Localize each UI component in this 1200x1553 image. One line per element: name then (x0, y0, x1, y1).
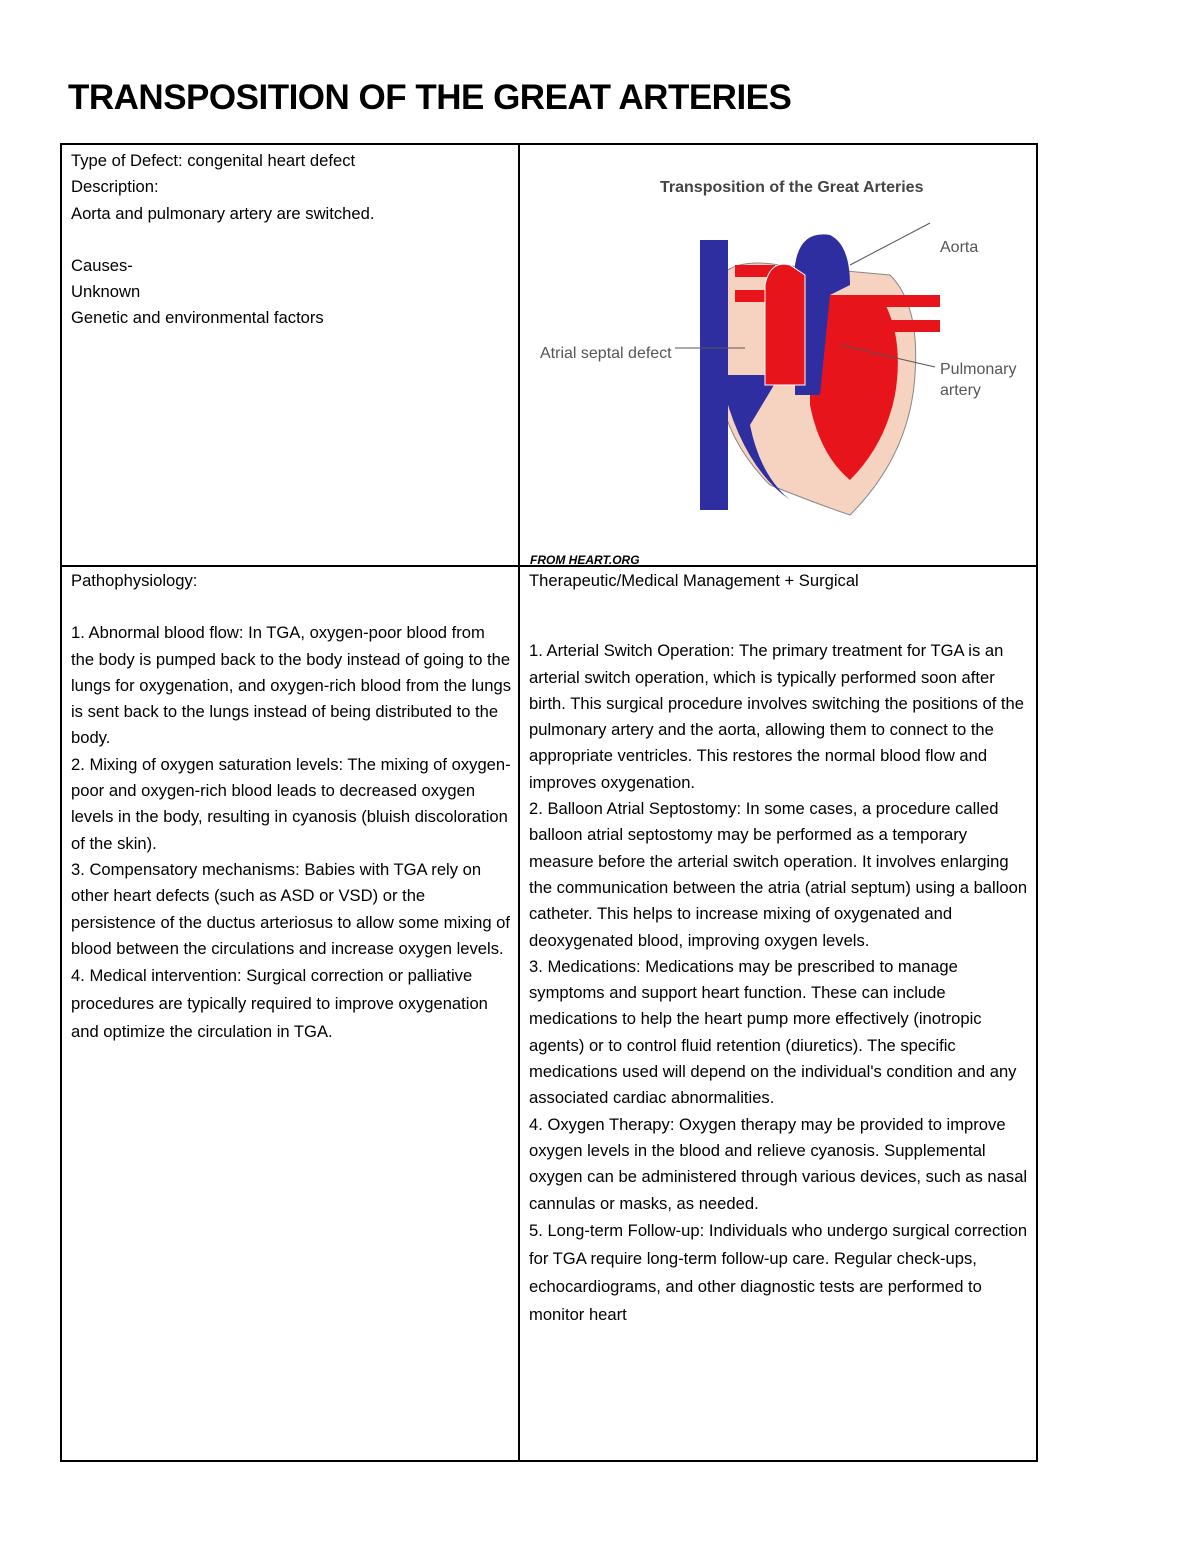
management-cell (529, 568, 1029, 1329)
pathophysiology-heading: Pathophysiology: (71, 571, 198, 590)
pathophysiology-cell (71, 568, 511, 1046)
patho-item: 2. Mixing of oxygen saturation levels: The mixing of oxygen-poor and oxygen-rich blood leads to decreased oxygen levels in the body, resulting in cyanosis (bluish discoloration of the skin). (71, 754, 511, 853)
patho-item: 3. Compensatory mechanisms: Babies with TGA rely on other heart defects (such as ASD or VSD) or the persistence of the ductus arteriosus to allow some mixing of blood between the circulations and increase oxygen levels. (71, 859, 511, 958)
description-text: Aorta and pulmonary artery are switched. (71, 203, 375, 223)
management-item: 5. Long-term Follow-up: Individuals who undergo surgical correction for TGA require long-term follow-up care. Regular check-ups, echocardiograms, and other diagnostic tests are performed to monitor heart (529, 1220, 1028, 1324)
pulmonary-artery (765, 264, 805, 385)
defect-cell (71, 148, 511, 332)
aorta-label: Aorta (940, 239, 979, 256)
description-label: Description: (71, 177, 159, 197)
patho-item: 4. Medical intervention: Surgical correction or palliative procedures are typically required to improve oxygenation and optimize the circulation in TGA. (71, 966, 488, 1042)
defect-type: Type of Defect: congenital heart defect (71, 151, 356, 170)
causes-label: Causes- (71, 255, 133, 275)
cause-item: Unknown (71, 282, 141, 302)
pulmonary-label: Pulmonary artery (940, 361, 1017, 399)
management-item: 1. Arterial Switch Operation: The primary treatment for TGA is an arterial switch operation, which is typically performed soon after birth. This surgical procedure involves switching the positions of the pulmonary artery and the aorta, allowing them to connect to the appropriate ventricles. This restores the normal blood flow and improves oxygenation. (529, 641, 1024, 792)
cause-item: Genetic and environmental factors (71, 308, 324, 328)
figure-cell (520, 145, 1038, 565)
asd-label: Atrial septal defect (540, 345, 672, 362)
info-table (60, 143, 1038, 1462)
management-item: 4. Oxygen Therapy: Oxygen therapy may be provided to improve oxygen levels in the blood and relieve cyanosis. Supplemental oxygen can be administered through various devices, such as nasal cannulas or masks, as needed. (529, 1114, 1028, 1213)
figure-credit: FROM HEART.ORG (530, 553, 640, 567)
management-item: 3. Medications: Medications may be prescribed to manage symptoms and support heart function. These can include medications to help the heart pump more effectively (inotropic agents) or to control fluid retention (diuretics). The specific medications used will depend on the individual's condition and any associated cardiac abnormalities. (529, 956, 1017, 1108)
patho-item: 1. Abnormal blood flow: In TGA, oxygen-poor blood from the body is pumped back to the body instead of going to the lungs for oxygenation, and oxygen-rich blood from the lungs is sent back to the lungs instead of being distributed to the body. (71, 623, 512, 748)
figure-title: Transposition of the Great Arteries (660, 179, 924, 196)
management-item: 2. Balloon Atrial Septostomy: In some cases, a procedure called balloon atrial septostomy may be performed as a temporary measure before the arterial switch operation. It involves enlarging the communication between the atria (atrial septum) using a balloon catheter. This helps to increase mixing of oxygenated and deoxygenated blood, improving oxygen levels. (529, 799, 1028, 950)
management-heading: Therapeutic/Medical Management + Surgical (529, 571, 859, 590)
document-title: TRANSPOSITION OF THE GREAT ARTERIES (68, 78, 792, 117)
